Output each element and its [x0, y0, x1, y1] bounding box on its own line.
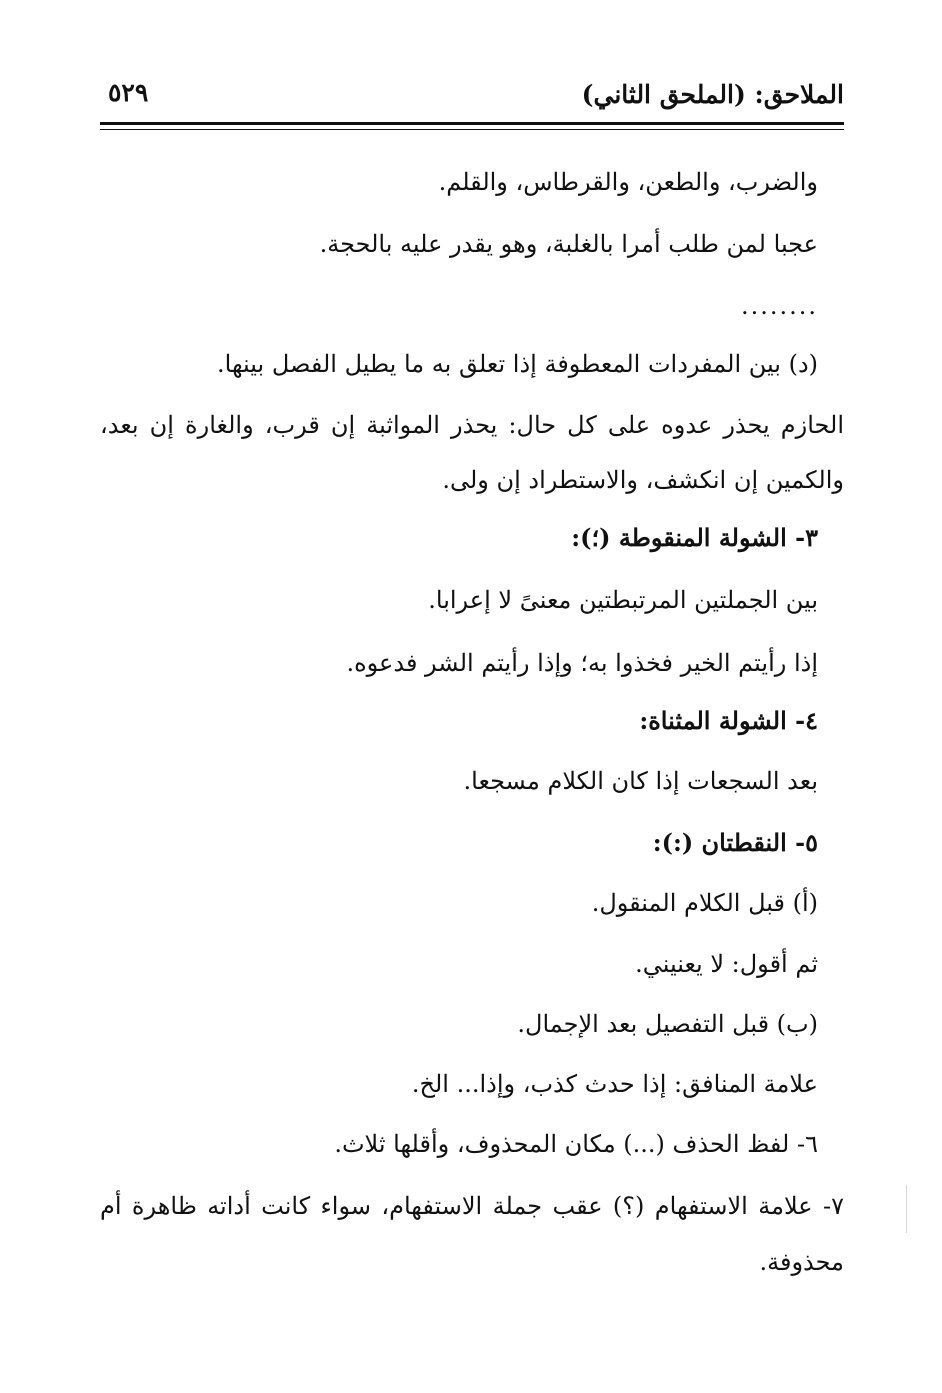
text-line-11: بعد السجعات إذا كان الكلام مسجعا.: [463, 767, 818, 795]
ellipsis-line: ........: [740, 292, 818, 320]
text-line-16: علامة المنافق: إذا حدث كذب، وإذا... الخ.: [411, 1070, 818, 1098]
section-heading-5: ٥- النقطتان (:):: [652, 828, 818, 857]
header-thin-rule: [100, 129, 844, 130]
text-line-13: (أ) قبل الكلام المنقول.: [591, 889, 818, 917]
header-thick-rule: [100, 122, 844, 125]
text-line-1: والضرب، والطعن، والقرطاس، والقلم.: [438, 168, 818, 196]
section-heading-4: ٤- الشولة المثناة:: [639, 706, 818, 735]
text-line-5: الحازم يحذر عدوه على كل حال: يحذر المواثبة إن قرب، والغارة إن بعد،: [100, 411, 844, 439]
text-line-4: (د) بين المفردات المعطوفة إذا تعلق به ما يطيل الفصل بينها.: [217, 350, 818, 378]
text-line-15: (ب) قبل التفصيل بعد الإجمال.: [517, 1010, 818, 1038]
text-line-8: بين الجملتين المرتبطتين معنىً لا إعرابا.: [428, 586, 818, 614]
scan-edge-mark: [900, 1185, 907, 1233]
text-line-2: عجبا لمن طلب أمرا بالغلبة، وهو يقدر عليه بالحجة.: [319, 230, 818, 258]
text-line-14: ثم أقول: لا يعنيني.: [635, 950, 818, 978]
text-line-6: والكمين إن انكشف، والاستطراد إن ولى.: [442, 466, 844, 494]
section-heading-3: ٣- الشولة المنقوطة (؛):: [571, 523, 818, 552]
page-header-title: الملاحق: (الملحق الثاني): [581, 80, 844, 109]
text-line-18: ٧- علامة الاستفهام (؟) عقب جملة الاستفهام، سواء كانت أداته ظاهرة أم: [100, 1192, 844, 1220]
text-line-17: ٦- لفظ الحذف (...) مكان المحذوف، وأقلها ثلاث.: [334, 1130, 818, 1158]
page-number: ٥٢٩: [108, 78, 149, 107]
text-line-9: إذا رأيتم الخير فخذوا به؛ وإذا رأيتم الشر فدعوه.: [346, 649, 818, 677]
text-line-19: محذوفة.: [759, 1248, 844, 1276]
page-header: [100, 70, 844, 130]
